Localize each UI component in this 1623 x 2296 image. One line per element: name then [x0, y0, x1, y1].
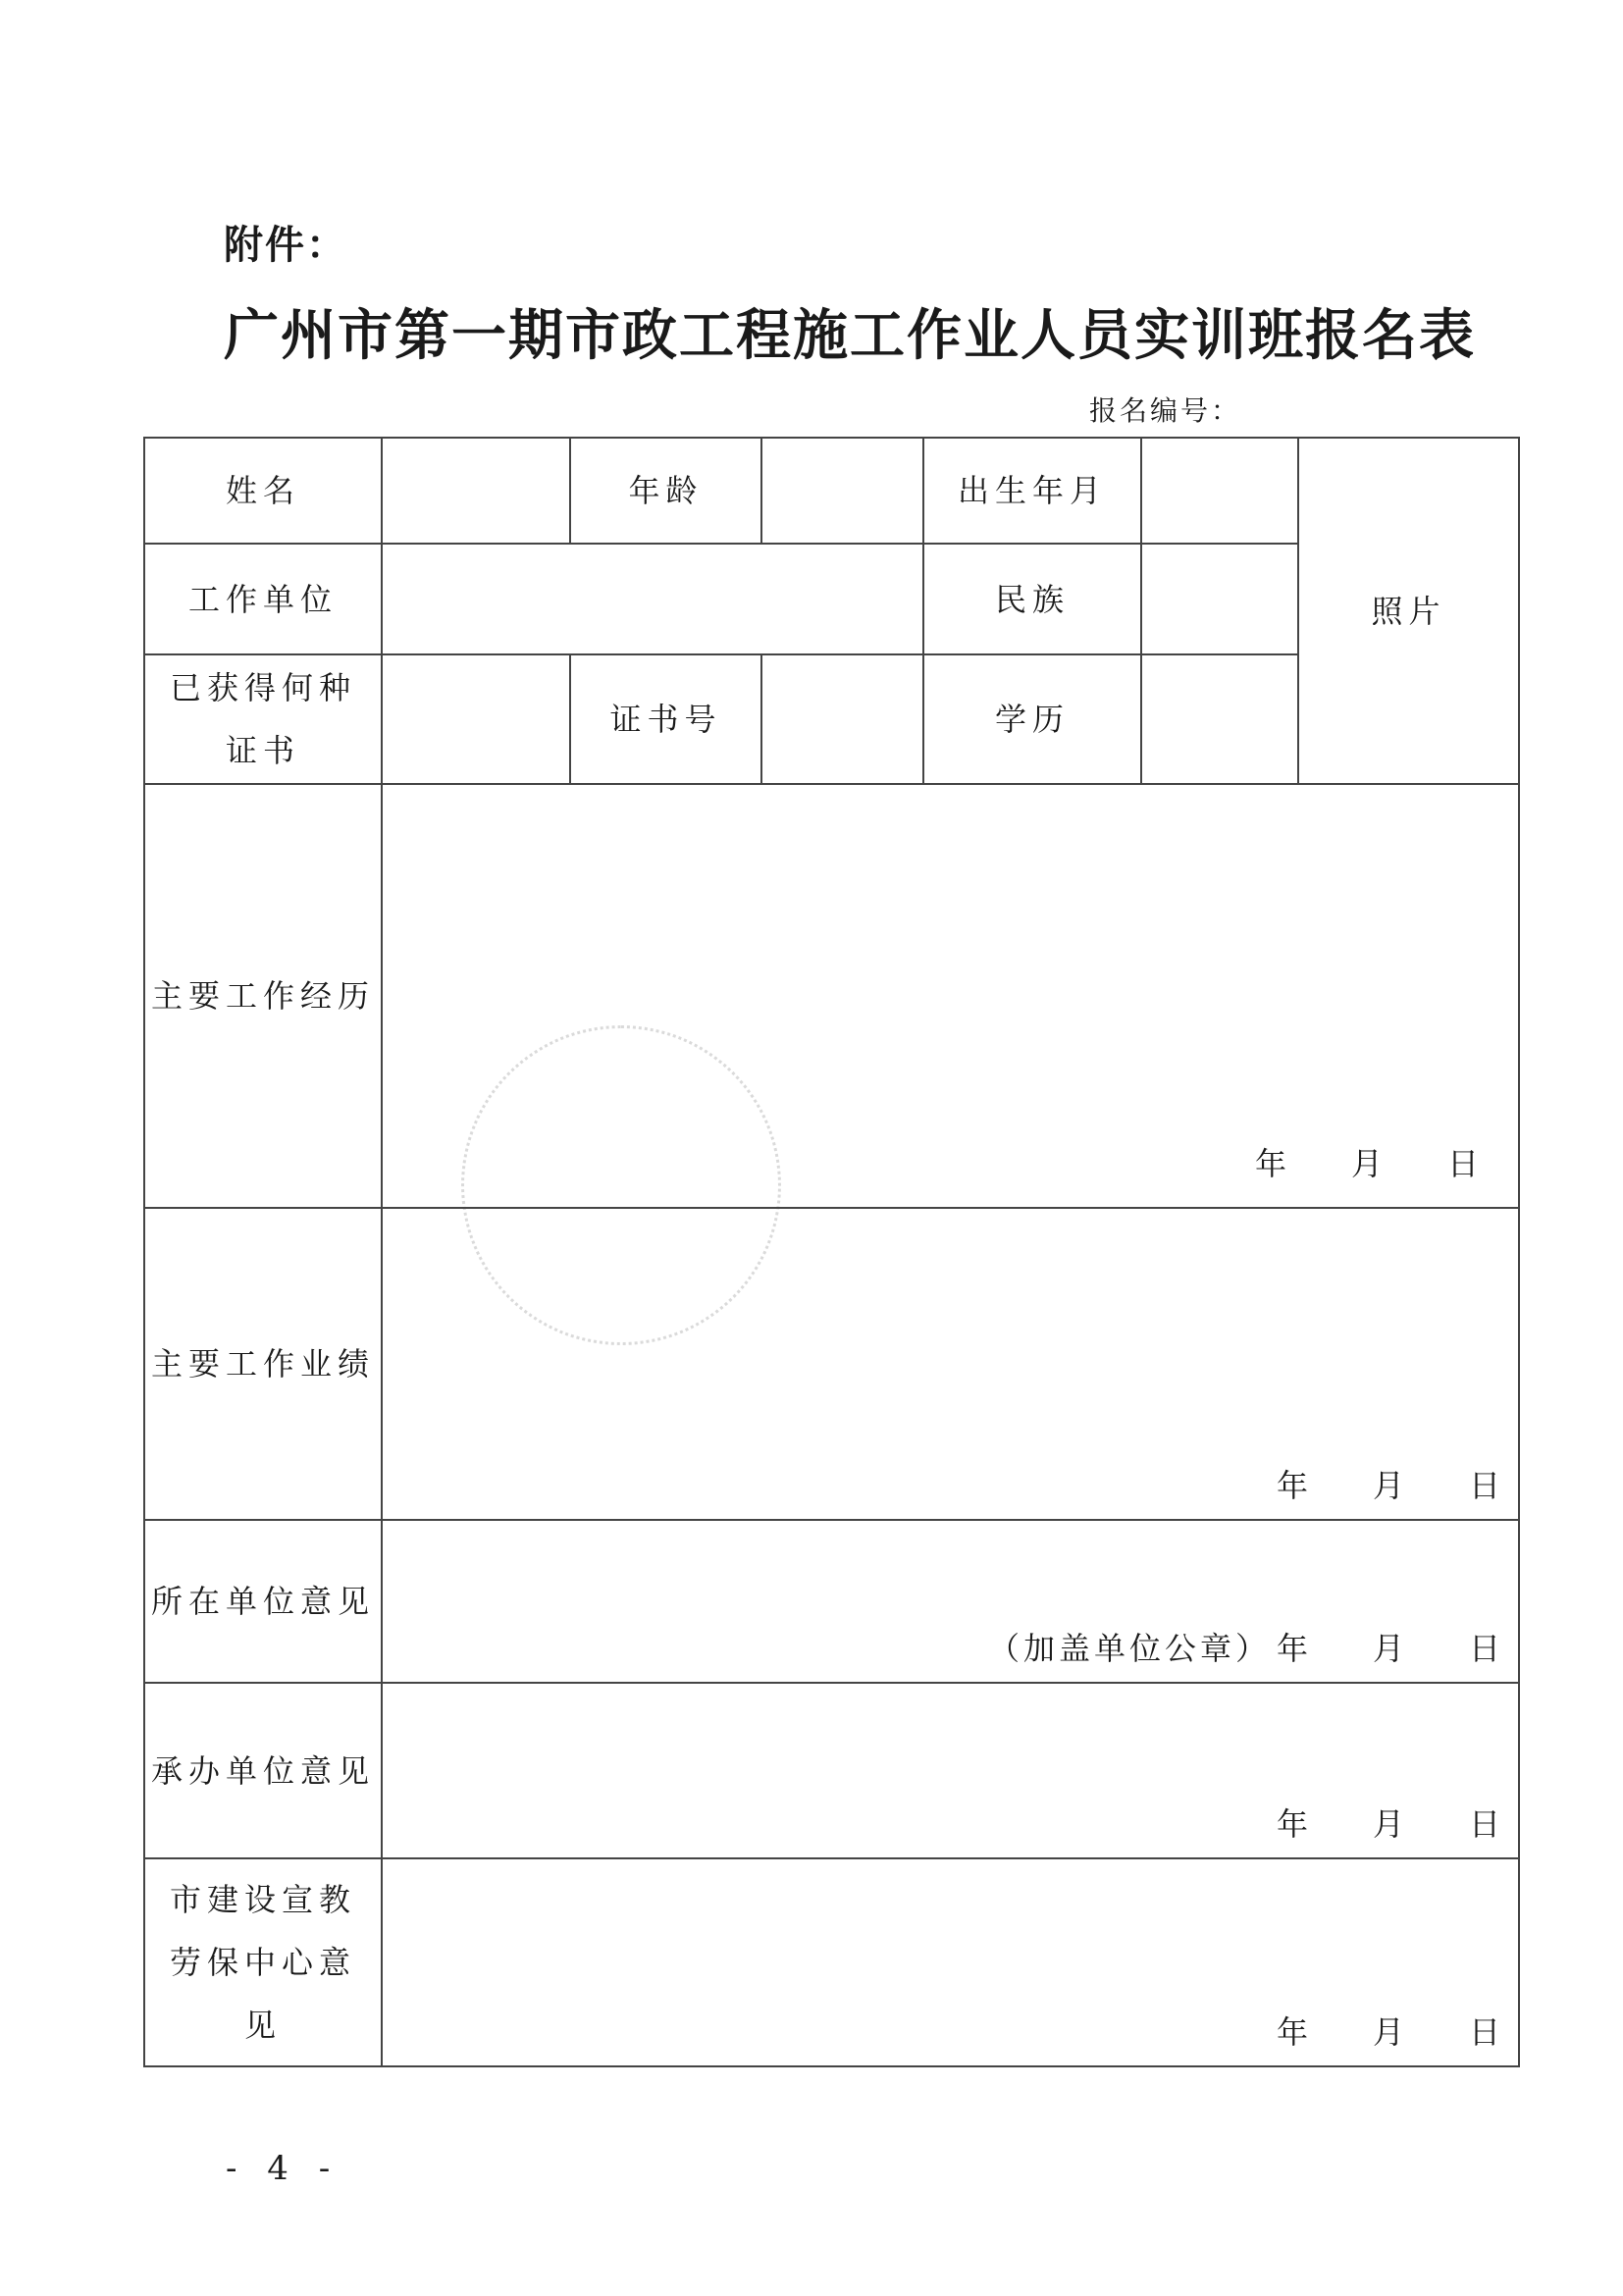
- date-day: 日: [1468, 1630, 1500, 1667]
- organizer-opinion-label: 承办单位意见: [144, 1683, 382, 1858]
- employer-label: 工作单位: [144, 544, 382, 654]
- attachment-label: 附件：: [224, 223, 347, 268]
- city-center-opinion-label: 市建设宣教劳保中心意见: [144, 1858, 382, 2066]
- certificate-label: 已获得何种证书: [144, 654, 382, 784]
- work-experience-label: 主要工作经历: [144, 784, 382, 1208]
- date-day: 日: [1468, 1467, 1500, 1504]
- employer-opinion-field[interactable]: [382, 1520, 1519, 1683]
- date-day: 日: [1468, 1805, 1500, 1843]
- date-line: [1277, 2012, 1500, 2052]
- education-label: 学历: [923, 654, 1141, 784]
- date-month: 月: [1372, 2013, 1404, 2051]
- employer-field[interactable]: [382, 544, 923, 654]
- date-day: 日: [1468, 2013, 1500, 2051]
- date-line: [1277, 1804, 1500, 1844]
- date-year: 年: [1276, 1805, 1308, 1843]
- birth-date-label: 出生年月: [923, 438, 1141, 544]
- date-year: 年: [1276, 1467, 1308, 1504]
- stamp-note: （加盖单位公章）: [987, 1630, 1271, 1667]
- date-day: 日: [1446, 1145, 1479, 1182]
- date-year: 年: [1276, 1630, 1308, 1667]
- date-line: [1277, 1466, 1500, 1505]
- city-center-opinion-field[interactable]: [382, 1858, 1519, 2066]
- registration-form-table: [143, 437, 1520, 2067]
- date-month: 月: [1372, 1805, 1404, 1843]
- date-year: 年: [1276, 2013, 1308, 2051]
- employer-opinion-label: 所在单位意见: [144, 1520, 382, 1683]
- age-field[interactable]: [761, 438, 923, 544]
- certificate-number-label: 证书号: [570, 654, 761, 784]
- registration-number-label: 报名编号：: [1089, 394, 1242, 427]
- photo-label: 照片: [1371, 592, 1446, 630]
- photo-box[interactable]: [1298, 438, 1519, 784]
- date-line: [1255, 1144, 1479, 1183]
- ethnicity-field[interactable]: [1141, 544, 1298, 654]
- age-label: 年龄: [570, 438, 761, 544]
- name-field[interactable]: [382, 438, 570, 544]
- certificate-number-field[interactable]: [761, 654, 923, 784]
- page-number: - 4 -: [226, 2149, 340, 2188]
- name-label: 姓名: [144, 438, 382, 544]
- ethnicity-label: 民族: [923, 544, 1141, 654]
- work-experience-field[interactable]: [382, 784, 1519, 1208]
- work-achievements-field[interactable]: [382, 1208, 1519, 1520]
- page-title: 广州市第一期市政工程施工作业人员实训班报名表: [224, 303, 1476, 368]
- birth-date-field[interactable]: [1141, 438, 1298, 544]
- date-year: 年: [1254, 1145, 1286, 1182]
- work-achievements-label: 主要工作业绩: [144, 1208, 382, 1520]
- certificate-field[interactable]: [382, 654, 570, 784]
- organizer-opinion-field[interactable]: [382, 1683, 1519, 1858]
- date-month: 月: [1350, 1145, 1383, 1182]
- date-month: 月: [1372, 1467, 1404, 1504]
- date-line: [988, 1629, 1500, 1668]
- education-field[interactable]: [1141, 654, 1298, 784]
- date-month: 月: [1372, 1630, 1404, 1667]
